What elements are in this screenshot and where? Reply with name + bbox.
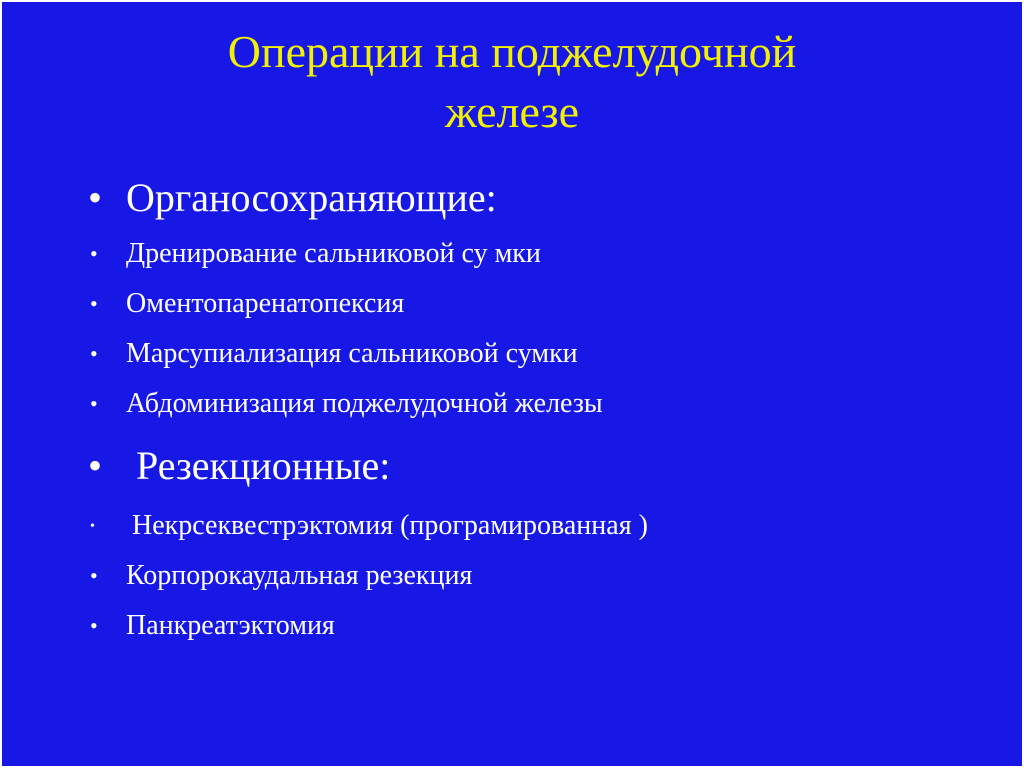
slide-title bbox=[2, 22, 1022, 142]
list-item-label: Абдоминизация поджелудочной железы bbox=[126, 388, 603, 419]
title-line-1: Операции на поджелудочной bbox=[227, 26, 797, 77]
bullet-icon: • bbox=[90, 341, 98, 366]
list-item-label: Марсупиализация сальниковой сумки bbox=[126, 338, 578, 369]
bullet-icon: • bbox=[90, 391, 98, 416]
list-item-label: Оментопаренатопексия bbox=[126, 288, 405, 319]
list-item-label: Некрсеквестрэктомия (програмированная ) bbox=[132, 510, 648, 541]
bullet-icon: • bbox=[90, 519, 95, 534]
bullet-icon: • bbox=[90, 241, 98, 266]
list-item-label: Панкреатэктомия bbox=[126, 610, 335, 641]
bullet-icon: • bbox=[90, 291, 98, 316]
title-line-2: железе bbox=[444, 86, 580, 137]
bullet-icon: • bbox=[88, 175, 103, 220]
list-item-label: Резекционные: bbox=[136, 443, 391, 488]
slide bbox=[2, 2, 1022, 766]
bullet-icon: • bbox=[90, 613, 98, 638]
bullet-icon: • bbox=[88, 443, 103, 488]
list-item-label: Дренирование сальниковой су мки bbox=[126, 238, 541, 269]
bullet-icon: • bbox=[90, 563, 98, 588]
list-item-label: Корпорокаудальная резекция bbox=[126, 560, 473, 591]
list-item-label: Органосохраняющие: bbox=[126, 175, 497, 220]
